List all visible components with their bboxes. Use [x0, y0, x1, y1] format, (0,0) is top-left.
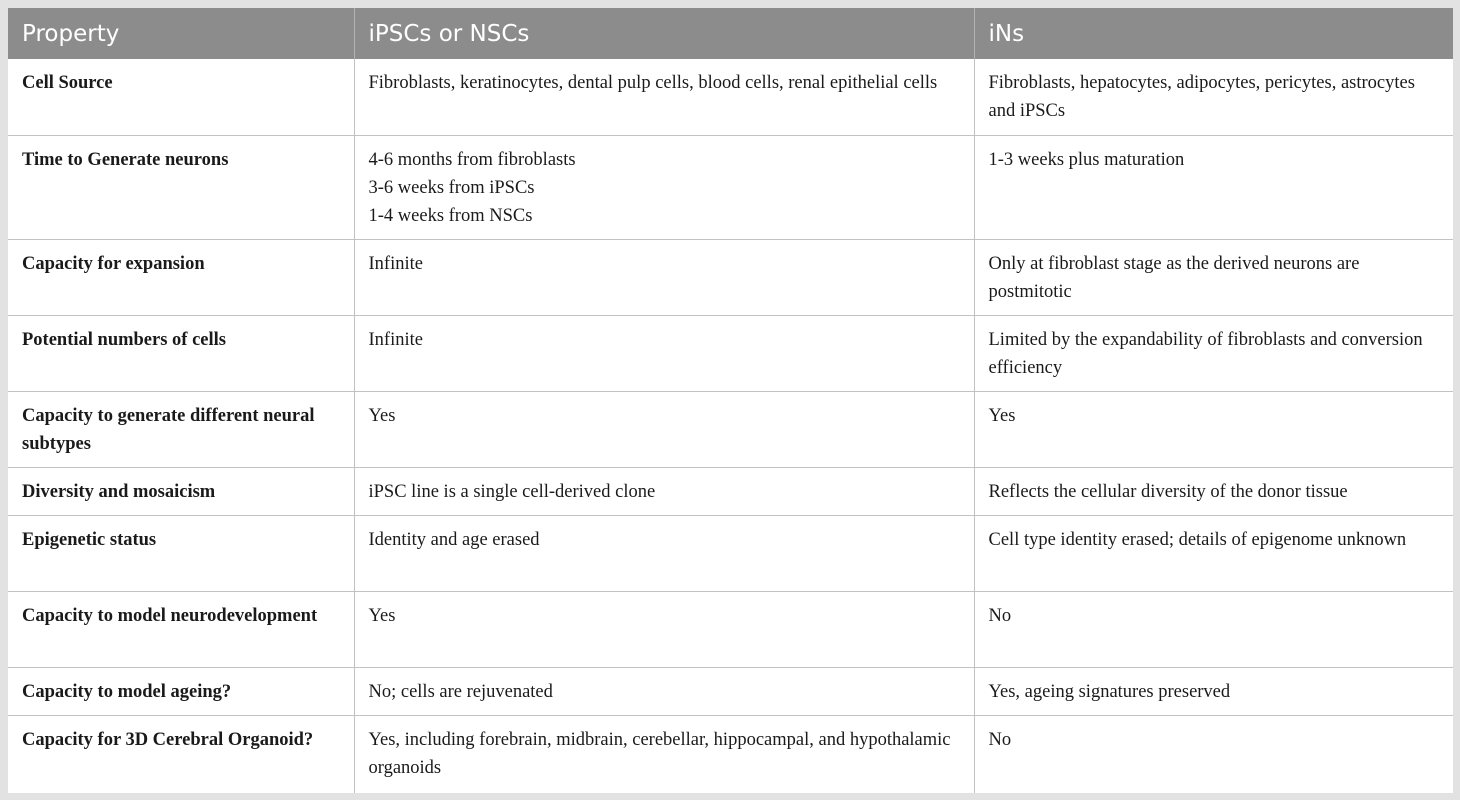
- cell-line: Identity and age erased: [368, 529, 540, 550]
- table-row: [8, 467, 1453, 515]
- property-cell: Cell Source: [22, 73, 113, 93]
- cell-line: 1-4 weeks from NSCs: [368, 205, 533, 226]
- cell-line: iPSC line is a single cell-derived clone: [368, 481, 656, 502]
- ipsc-cell: [354, 391, 974, 467]
- property-cell: Capacity for 3D Cerebral Organoid?: [8, 715, 354, 793]
- ipsc-cell: [354, 315, 974, 391]
- ins-cell: [974, 667, 1453, 715]
- table-row: [8, 591, 1453, 667]
- ins-cell: [974, 591, 1453, 667]
- cell-line: Fibroblasts, hepatocytes, adipocytes, pericytes, astrocytes and iPSCs: [988, 73, 1415, 121]
- table-row: [8, 715, 1453, 793]
- table-row: [8, 59, 1453, 135]
- table-row: [8, 515, 1453, 591]
- ins-cell: [974, 715, 1453, 793]
- cell-line: Limited by the expandability of fibroblasts and conversion efficiency: [988, 329, 1423, 378]
- cell-line: Yes: [988, 405, 1016, 426]
- ins-cell: [974, 59, 1453, 135]
- cell-line: 4-6 months from fibroblasts: [368, 149, 576, 170]
- ins-cell: [974, 135, 1453, 239]
- cell-line: Fibroblasts, keratinocytes, dental pulp cells, blood cells, renal epithelial cells: [368, 73, 938, 93]
- ipsc-cell: [354, 715, 974, 793]
- property-cell: Capacity to generate different neural subtypes: [8, 391, 354, 467]
- table-row: [8, 667, 1453, 715]
- cell-line: No: [988, 729, 1012, 750]
- ins-cell: [974, 515, 1453, 591]
- property-cell: Time to Generate neurons: [8, 135, 354, 239]
- cell-line: No: [988, 605, 1012, 626]
- ins-cell: [974, 467, 1453, 515]
- property-cell: Potential numbers of cells: [8, 315, 354, 391]
- table-frame: [8, 8, 1453, 793]
- cell-line: Infinite: [368, 329, 423, 350]
- table-row: [8, 391, 1453, 467]
- property-cell: Diversity and mosaicism: [8, 467, 354, 515]
- ipsc-cell: [354, 591, 974, 667]
- cell-line: Cell type identity erased; details of epigenome unknown: [988, 529, 1407, 550]
- comparison-table: [8, 8, 1453, 793]
- cell-line: No; cells are rejuvenated: [368, 681, 553, 702]
- header-row: [8, 8, 1453, 59]
- ipsc-cell: [354, 667, 974, 715]
- ins-cell: [974, 391, 1453, 467]
- header-property: Property: [8, 8, 354, 59]
- cell-line: Yes, including forebrain, midbrain, cerebellar, hippocampal, and hypothalamic organoids: [368, 729, 951, 778]
- property-cell: Capacity to model ageing?: [8, 667, 354, 715]
- cell-line: Reflects the cellular diversity of the donor tissue: [988, 481, 1348, 502]
- table-row: [8, 239, 1453, 315]
- cell-line: Infinite: [368, 253, 423, 274]
- property-cell: Epigenetic status: [8, 515, 354, 591]
- table-row: [8, 315, 1453, 391]
- cell-line: 3-6 weeks from iPSCs: [368, 177, 535, 198]
- header-ipsc-nsc: iPSCs or NSCs: [354, 8, 974, 59]
- header-ins: iNs: [974, 8, 1453, 59]
- ipsc-cell: [354, 239, 974, 315]
- ins-cell: [974, 239, 1453, 315]
- cell-line: Yes, ageing signatures preserved: [988, 681, 1231, 702]
- cell-line: Yes: [368, 405, 396, 426]
- property-cell: Capacity for expansion: [8, 239, 354, 315]
- ipsc-cell: [354, 59, 974, 135]
- ins-cell: [974, 315, 1453, 391]
- table-row: [8, 135, 1453, 239]
- cell-line: Only at fibroblast stage as the derived neurons are postmitotic: [988, 253, 1360, 302]
- cell-line: Yes: [368, 605, 396, 626]
- ipsc-cell: [354, 467, 974, 515]
- ipsc-cell: [354, 135, 974, 239]
- ipsc-cell: [354, 515, 974, 591]
- property-cell: Capacity to model neurodevelopment: [8, 591, 354, 667]
- cell-line: 1-3 weeks plus maturation: [988, 149, 1185, 170]
